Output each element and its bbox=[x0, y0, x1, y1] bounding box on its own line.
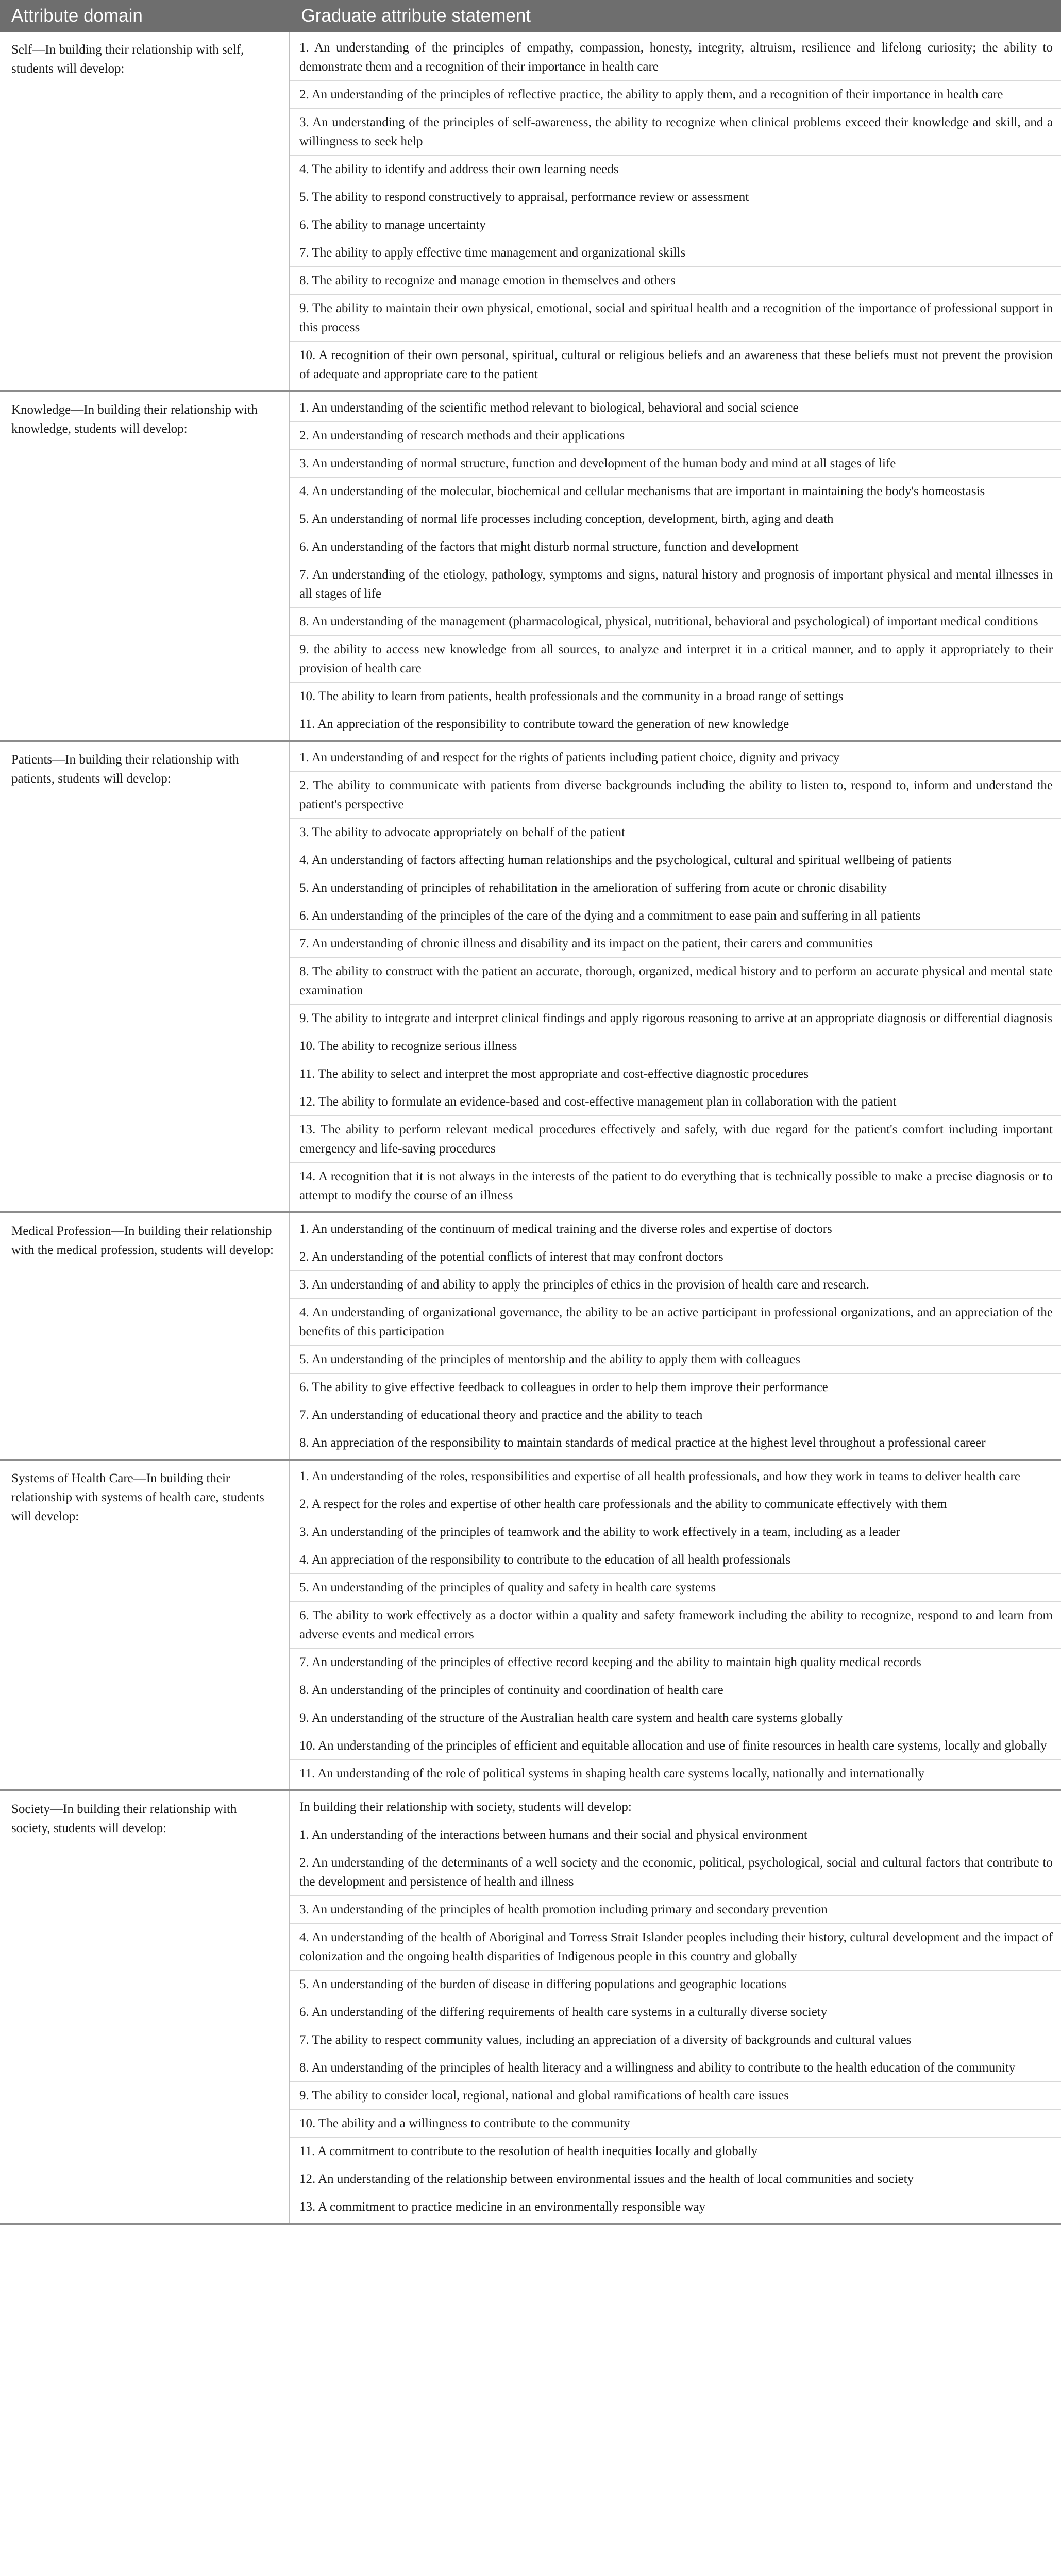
attribute-domain-cell: Society—In building their relationship with society, students will develop: bbox=[0, 1790, 290, 2224]
attribute-statement: 1. An understanding of the principles of empathy, compassion, honesty, integrity, altruism, resilience and lifelong curiosity; the ability to demonstrate them and a recognition of their importance in health care bbox=[290, 34, 1061, 81]
table-row bbox=[0, 32, 1061, 391]
attribute-statement: 4. An understanding of the molecular, biochemical and cellular mechanisms that are important in maintaining the body's homeostasis bbox=[290, 478, 1061, 505]
table-row bbox=[0, 1212, 1061, 1460]
attribute-statement: 2. An understanding of the potential conflicts of interest that may confront doctors bbox=[290, 1243, 1061, 1271]
attribute-statement: 8. An understanding of the principles of continuity and coordination of health care bbox=[290, 1676, 1061, 1704]
attribute-domain-cell: Self—In building their relationship with self, students will develop: bbox=[0, 32, 290, 391]
table-row bbox=[0, 391, 1061, 741]
attribute-statement: 6. The ability to manage uncertainty bbox=[290, 211, 1061, 239]
attribute-statement: 7. An understanding of educational theory and practice and the ability to teach bbox=[290, 1401, 1061, 1429]
attribute-statement: 7. An understanding of the principles of effective record keeping and the ability to maintain high quality medical records bbox=[290, 1649, 1061, 1676]
attribute-statement: 10. A recognition of their own personal, spiritual, cultural or religious beliefs and an awareness that these beliefs must not prevent the provision of adequate and appropriate care to the patient bbox=[299, 348, 1053, 381]
attribute-statement: 3. An understanding of normal structure, function and development of the human body and mind at all stages of life bbox=[290, 450, 1061, 478]
header-graduate-attribute-statement: Graduate attribute statement bbox=[290, 0, 1061, 32]
header-row bbox=[0, 0, 1061, 32]
attribute-statement: 13. The ability to perform relevant medical procedures effectively and safely, with due regard for the patient's comfort including important emergency and life-saving procedures bbox=[290, 1116, 1061, 1163]
attribute-statement: 4. An understanding of organizational governance, the ability to be an active participant in professional organizations, and an appreciation of the benefits of this participation bbox=[290, 1299, 1061, 1346]
attribute-statement: 4. An understanding of the health of Aboriginal and Torress Strait Islander peoples including their history, cultural development and the impact of colonization and the ongoing health disparities of Indigenous people in this country and globally bbox=[290, 1924, 1061, 1971]
attribute-statement: 10. An understanding of the principles of efficient and equitable allocation and use of finite resources in health care systems, locally and globally bbox=[290, 1732, 1061, 1760]
attribute-statement: 6. The ability to give effective feedback to colleagues in order to help them improve their performance bbox=[290, 1374, 1061, 1401]
attribute-domain-cell: Systems of Health Care—In building their relationship with systems of health care, students will develop: bbox=[0, 1460, 290, 1790]
attribute-statement: 9. the ability to access new knowledge from all sources, to analyze and interpret it in a critical manner, and to apply it appropriately to their provision of health care bbox=[290, 636, 1061, 683]
attribute-statement: 14. A recognition that it is not always in the interests of the patient to do everything that is technically possible to make a precise diagnosis or to attempt to modify the course of an illness bbox=[299, 1170, 1053, 1202]
attribute-statement: 13. A commitment to practice medicine in an environmentally responsible way bbox=[299, 2200, 705, 2214]
attribute-statement: 5. An understanding of the burden of disease in differing populations and geographic locations bbox=[290, 1971, 1061, 1998]
attribute-statement: 11. A commitment to contribute to the resolution of health inequities locally and globally bbox=[290, 2138, 1061, 2165]
attribute-statement: 7. The ability to respect community values, including an appreciation of a diversity of backgrounds and cultural values bbox=[290, 2026, 1061, 2054]
attribute-statement: 9. The ability to integrate and interpret clinical findings and apply rigorous reasoning to arrive at an appropriate diagnosis or differential diagnosis bbox=[290, 1005, 1061, 1032]
attribute-statement: 8. An understanding of the management (pharmacological, physical, nutritional, behavioral and psychological) of important medical conditions bbox=[290, 608, 1061, 636]
attribute-statement: 8. The ability to recognize and manage emotion in themselves and others bbox=[290, 267, 1061, 295]
attribute-statement: 6. An understanding of the factors that might disturb normal structure, function and development bbox=[290, 533, 1061, 561]
attribute-statement: 4. An appreciation of the responsibility to contribute to the education of all health professionals bbox=[290, 1546, 1061, 1574]
statement-cell bbox=[290, 1212, 1061, 1460]
attribute-statement: 5. The ability to respond constructively to appraisal, performance review or assessment bbox=[290, 183, 1061, 211]
attribute-statement: 9. The ability to consider local, regional, national and global ramifications of health care issues bbox=[290, 2082, 1061, 2110]
attribute-statement: 8. An appreciation of the responsibility to maintain standards of medical practice at the highest level throughout a professional career bbox=[299, 1436, 986, 1450]
attribute-statement: 1. An understanding of the scientific method relevant to biological, behavioral and social science bbox=[290, 394, 1061, 422]
attribute-statement: 4. The ability to identify and address their own learning needs bbox=[290, 156, 1061, 183]
attribute-statement: 5. An understanding of principles of rehabilitation in the amelioration of suffering from acute or chronic disability bbox=[290, 874, 1061, 902]
statement-cell bbox=[290, 1790, 1061, 2224]
attribute-statement: 9. An understanding of the structure of the Australian health care system and health care systems globally bbox=[290, 1704, 1061, 1732]
statement-cell bbox=[290, 391, 1061, 741]
attribute-statement: 5. An understanding of the principles of mentorship and the ability to apply them with colleagues bbox=[290, 1346, 1061, 1374]
attribute-domain-cell: Knowledge—In building their relationship with knowledge, students will develop: bbox=[0, 391, 290, 741]
attribute-statement: 2. A respect for the roles and expertise of other health care professionals and the ability to communicate effectively with them bbox=[290, 1490, 1061, 1518]
attribute-statement: 10. The ability to learn from patients, health professionals and the community in a broad range of settings bbox=[290, 683, 1061, 710]
attribute-statement: 5. An understanding of the principles of quality and safety in health care systems bbox=[290, 1574, 1061, 1602]
attribute-statement: 11. The ability to select and interpret the most appropriate and cost-effective diagnostic procedures bbox=[290, 1060, 1061, 1088]
attribute-statement: 7. An understanding of chronic illness and disability and its impact on the patient, their carers and communities bbox=[290, 930, 1061, 958]
header-attribute-domain: Attribute domain bbox=[0, 0, 290, 32]
attribute-statement: 5. An understanding of normal life processes including conception, development, birth, aging and death bbox=[290, 505, 1061, 533]
statement-cell bbox=[290, 1460, 1061, 1790]
attribute-domain-cell: Patients—In building their relationship with patients, students will develop: bbox=[0, 741, 290, 1212]
attribute-statement: 12. The ability to formulate an evidence-based and cost-effective management plan in collaboration with the patient bbox=[290, 1088, 1061, 1116]
attribute-statement: 1. An understanding of and respect for the rights of patients including patient choice, dignity and privacy bbox=[290, 744, 1061, 772]
attribute-statement: 11. An appreciation of the responsibility to contribute toward the generation of new knowledge bbox=[299, 717, 789, 731]
attribute-statement: 11. An understanding of the role of political systems in shaping health care systems locally, nationally and internationally bbox=[299, 1767, 925, 1781]
attribute-statement: 3. The ability to advocate appropriately on behalf of the patient bbox=[290, 819, 1061, 846]
attribute-statement: 3. An understanding of the principles of teamwork and the ability to work effectively in a team, including as a leader bbox=[290, 1518, 1061, 1546]
attribute-statement: 10. The ability and a willingness to contribute to the community bbox=[290, 2110, 1061, 2138]
attribute-statement: 3. An understanding of the principles of self-awareness, the ability to recognize when clinical problems exceed their knowledge and skill, and a willingness to seek help bbox=[290, 109, 1061, 156]
attribute-statement: In building their relationship with society, students will develop: bbox=[290, 1793, 1061, 1821]
attribute-statement: 2. An understanding of the determinants of a well society and the economic, political, psychological, social and cultural factors that contribute to the development and persistence of health and illness bbox=[290, 1849, 1061, 1896]
table-body bbox=[0, 32, 1061, 2224]
attribute-statement: 9. The ability to maintain their own physical, emotional, social and spiritual health and a recognition of the importance of professional support in this process bbox=[290, 295, 1061, 342]
attribute-statement: 1. An understanding of the continuum of medical training and the diverse roles and expertise of doctors bbox=[290, 1215, 1061, 1243]
attribute-statement: 8. An understanding of the principles of health literacy and a willingness and ability to contribute to the health education of the community bbox=[290, 2054, 1061, 2082]
attribute-statement: 2. The ability to communicate with patients from diverse backgrounds including the ability to listen to, respond to, inform and understand the patient's perspective bbox=[290, 772, 1061, 819]
attribute-statement: 6. An understanding of the differing requirements of health care systems in a culturally diverse society bbox=[290, 1998, 1061, 2026]
attribute-statement: 12. An understanding of the relationship between environmental issues and the health of local communities and society bbox=[290, 2165, 1061, 2193]
attribute-statement: 6. The ability to work effectively as a doctor within a quality and safety framework including the ability to recognize, respond to and learn from adverse events and medical errors bbox=[290, 1602, 1061, 1649]
table-row bbox=[0, 1790, 1061, 2224]
attribute-statement: 3. An understanding of the principles of health promotion including primary and secondary prevention bbox=[290, 1896, 1061, 1924]
statement-cell bbox=[290, 741, 1061, 1212]
attribute-statement: 1. An understanding of the interactions between humans and their social and physical environment bbox=[290, 1821, 1061, 1849]
attribute-statement: 2. An understanding of research methods and their applications bbox=[290, 422, 1061, 450]
attribute-domain-cell: Medical Profession—In building their relationship with the medical profession, students will develop: bbox=[0, 1212, 290, 1460]
statement-cell bbox=[290, 32, 1061, 391]
table-row bbox=[0, 741, 1061, 1212]
attribute-statement: 7. The ability to apply effective time management and organizational skills bbox=[290, 239, 1061, 267]
attribute-statement: 3. An understanding of and ability to apply the principles of ethics in the provision of health care and research. bbox=[290, 1271, 1061, 1299]
attribute-statement: 10. The ability to recognize serious illness bbox=[290, 1032, 1061, 1060]
attribute-statement: 1. An understanding of the roles, responsibilities and expertise of all health professionals, and how they work in teams to deliver health care bbox=[290, 1463, 1061, 1490]
table-row bbox=[0, 1460, 1061, 1790]
attribute-statement: 2. An understanding of the principles of reflective practice, the ability to apply them, and a recognition of their importance in health care bbox=[290, 81, 1061, 109]
attribute-statement: 8. The ability to construct with the patient an accurate, thorough, organized, medical history and to perform an accurate physical and mental state examination bbox=[290, 958, 1061, 1005]
attribute-statement: 4. An understanding of factors affecting human relationships and the psychological, cultural and spiritual wellbeing of patients bbox=[290, 846, 1061, 874]
attribute-statement: 6. An understanding of the principles of the care of the dying and a commitment to ease pain and suffering in all patients bbox=[290, 902, 1061, 930]
attribute-statement: 7. An understanding of the etiology, pathology, symptoms and signs, natural history and prognosis of important physical and mental illnesses in all stages of life bbox=[290, 561, 1061, 608]
table-header bbox=[0, 0, 1061, 32]
